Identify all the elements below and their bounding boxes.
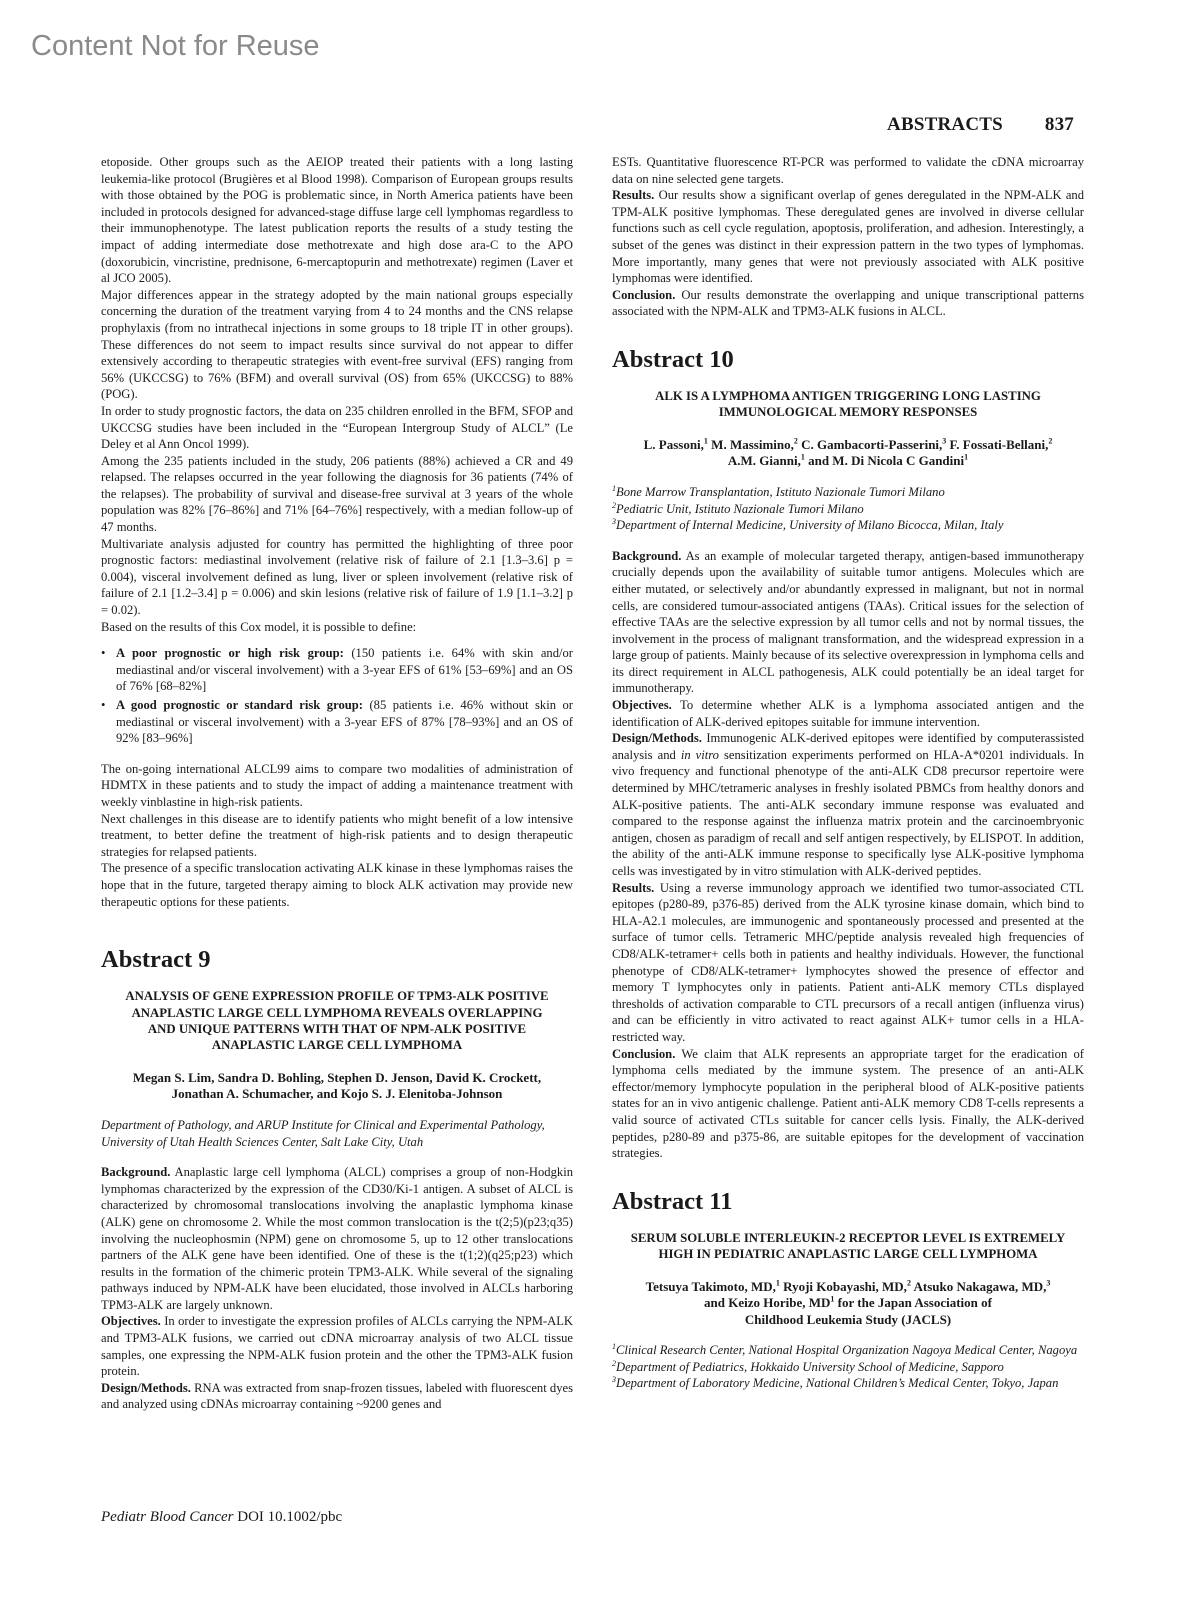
paragraph: Among the 235 patients included in the study, 206 patients (88%) achieved a CR and 49 relapsed. The relapses occurred in the year following the diagnosis for 36 patients (74% of the relapses). The probability of survival and disease-free survival at 3 years of the whole population was 82% [76–86%] and 71% [64–76%] respectively, with a median follow-up of 47 months. <box>101 453 573 535</box>
abstract-title: SERUM SOLUBLE INTERLEUKIN-2 RECEPTOR LEVEL IS EXTREMELY HIGH IN PEDIATRIC ANAPLASTIC LARGE CELL LYMPHOMA <box>630 1230 1066 1262</box>
section-label: Background. <box>101 1165 171 1180</box>
abstract-heading: Abstract 9 <box>101 946 211 974</box>
affiliation: $^2$Pediatric Unit, Istituto Nazionale Tumori Milano <box>612 500 864 516</box>
abstract-results <box>612 187 1084 287</box>
section-label: Conclusion. <box>612 287 676 302</box>
abstract-title: ALK IS A LYMPHOMA ANTIGEN TRIGGERING LONG LASTING IMMUNOLOGICAL MEMORY RESPONSES <box>655 388 1041 420</box>
list-item <box>101 697 573 747</box>
abstract-affiliations <box>612 1342 1084 1392</box>
running-head <box>887 114 1074 136</box>
section-text: Our results demonstrate the overlapping and unique transcriptional patterns associated with the NPM-ALK and TPM3-ALK fusions in ALCL. <box>612 287 1084 319</box>
affiliation: $^1$Bone Marrow Transplantation, Istituto Nazionale Tumori Milano <box>612 483 945 499</box>
abstract-conclusion <box>612 287 1084 320</box>
section-label: Background. <box>612 548 682 563</box>
abstract-affiliations <box>612 484 1084 534</box>
left-column <box>101 154 573 1413</box>
abstract-authors: Megan S. Lim, Sandra D. Bohling, Stephen D. Jenson, David K. Crockett, Jonathan A. Schumacher, and Kojo S. J. Elenitoba-Johnson <box>132 1069 542 1102</box>
section-text: RNA was extracted from snap-frozen tissues, labeled with fluorescent dyes and analyzed using cDNAs microarray containing ~9200 genes and <box>101 1380 573 1412</box>
abstract-title: ANALYSIS OF GENE EXPRESSION PROFILE OF TPM3-ALK POSITIVE ANAPLASTIC LARGE CELL LYMPHOMA REVEALS OVERLAPPING AND UNIQUE PATTERNS WITH THAT OF NPM-ALK POSITIVE ANAPLASTIC LARGE CELL LYMPHOMA <box>125 989 549 1053</box>
paragraph: The on-going international ALCL99 aims to compare two modalities of administration of HDMTX in these patients and to study the impact of adding a maintenance treatment with weekly vinblastine in high-risk patients. <box>101 761 573 809</box>
paragraph: The presence of a specific translocation activating ALK kinase in these lymphomas raises the hope that in the future, targeted therapy aiming to block ALK activation may provide new therapeutic options for these patients. <box>101 861 573 909</box>
section-text: As an example of molecular targeted therapy, antigen-based immunotherapy crucially depends upon the availability of suitable tumor antigens. Molecules which are either mutated, or selectively and/or abundantly expressed in malignant, but not in normal cells, are considered tumour-associated antigens (TAAs). Critical issues for the selection of effective TAAs are the selective expression by all tumor cells and not by normal tissues, the involvement in the process of malignant transformation, and the widespread expression in a large group of patients. Mainly because of its selective overexpression in lymphoma cells and its direct requirement in ALCL pathogenesis, ALK could potentially be an ideal target for immunotherapy. <box>612 548 1084 696</box>
risk-group-list <box>101 645 573 747</box>
abstract-methods <box>101 1380 573 1413</box>
paragraph: ESTs. Quantitative fluorescence RT-PCR was performed to validate the cDNA microarray data on nine selected gene targets. <box>612 155 1084 186</box>
abstract-results <box>612 880 1084 1046</box>
paragraph: etoposide. Other groups such as the AEIOP treated their patients with a long lasting leukemia-like protocol (Brugières et al Blood 1998). Comparison of European groups results with those obtained by the POG is problematic since, in North America patients have been included in protocols designed for advanced-stage diffuse large cell lymphomas regardless to their immunophenotype. The latest publication reports the results of a study testing the impact of adding intermediate dose methotrexate and high dose ara-C to the APO (doxorubicin, vincristine, prednisone, 6-mercaptopurin and methotrexate) regimen (Laver et al JCO 2005). <box>101 155 573 286</box>
section-text: In order to investigate the expression profiles of ALCLs carrying the NPM-ALK and TPM3-ALK fusions, we carried out cDNA microarray analysis of two ALCL tissue samples, one expressing the NPM-ALK fusion protein and the other the TPM3-ALK fusion protein. <box>101 1314 573 1379</box>
section-label: Results. <box>612 880 655 895</box>
bullet-text: (85 patients i.e. 46% without skin or mediastinal or visceral involvement) with a 3-year EFS of 87% [78–93%] and an OS of 92% [83–96%] <box>116 698 574 746</box>
affiliation: $^3$Department of Internal Medicine, University of Milano Bicocca, Milan, Italy <box>612 516 1004 533</box>
paragraph: Next challenges in this disease are to identify patients who might benefit of a low intensive treatment, to better define the treatment of high-risk patients and to design therapeutic strategies for relapsed patients. <box>101 811 573 859</box>
page-number: 837 <box>1044 114 1074 135</box>
section-text: To determine whether ALK is a lymphoma associated antigen and the identification of ALK-derived epitopes suitable for immune intervention. <box>612 698 1084 729</box>
abstract-methods: Design/Methods. Immunogenic ALK-derived epitopes were identified by computerassisted analysis and in vitro sensitization experiments performed on HLA-A*0201 individuals. In vivo frequency and functional phenotype of the anti-ALK CD8 precursor repertoire were determined by MHC/tetrameric analyses in freshly isolated PBMCs from healthy donors and ALK-positive patients. The anti-ALK secondary immune response was evaluated and compared to the response against the influenza matrix protein and the carcinoembryonic antigen, chosen as paradigm of recall and self antigen respectively, by ELISPOT. In addition, the ability of the anti-ALK immune response to specifically lyse ALK-positive lymphoma cells was investigated by in vitro stimulation with ALK-derived peptides. <box>612 731 1085 878</box>
bullet-text: (150 patients i.e. 64% with skin and/or mediastinal and/or visceral involvement) with a 3-year EFS of 61% [53–69%] and an OS of 76% [68–82%] <box>116 646 574 694</box>
abstract-heading: Abstract 11 <box>612 1187 733 1215</box>
section-label: Results. <box>612 188 655 203</box>
abstract-objectives <box>101 1313 573 1379</box>
section-label: Design/Methods. <box>101 1380 191 1395</box>
abstract-affiliation: Department of Pathology, and ARUP Institute for Clinical and Experimental Pathology, University of Utah Health Sciences Center, Salt Lake City, Utah <box>101 1117 545 1149</box>
section-text: Our results show a significant overlap of genes deregulated in the NPM-ALK and TPM-ALK positive lymphomas. These deregulated genes are involved in diverse cellular functions such as cell cycle regulation, apoptosis, proliferation, and adhesion. Interestingly, a subset of the genes was distinct in their expression pattern in the two types of lymphomas. More importantly, many genes that were not previously associated with ALK positive lymphomas were identified. <box>612 188 1084 286</box>
abstract-conclusion <box>612 1046 1084 1162</box>
section-text: Using a reverse immunology approach we identified two tumor-associated CTL epitopes (p280-89, p376-85) derived from the ALK tyrosine kinase domain, which bind to HLA-A2.1 molecules, are immunogenic and spontaneously processed and presented at the surface of tumor cells. Tetrameric MHC/peptide analysis revealed high frequencies of CD8/ALK-tetramer+ cells both in patients and healthy individuals. However, the functional phenotype of CD8/ALK-tetramer+ lymphocytes showed the presence of effector and memory T lymphocytes only in patients. Patient anti-ALK memory CTLs displayed thresholds of activation comparable to CTL precursors of a recall antigen (influenza virus) and can be efficiently in vitro activated to react against ALK+ tumor cells in a HLA-restricted way. <box>612 880 1084 1044</box>
abstract-authors: Tetsuya Takimoto, MD,$^1$ Ryoji Kobayashi, MD,$^2$ Atsuko Nakagawa, MD,$^3$ and Keizo Horibe, $MD^1$ for the Japan Association of Childhood Leukemia Study (JACLS) <box>645 1278 1051 1327</box>
paragraph: In order to study prognostic factors, the data on 235 children enrolled in the BFM, SFOP and UKCCSG studies have been included in the “European Intergroup Study of ALCL” (Le Deley et al Ann Oncol 1999). <box>101 403 573 452</box>
affiliation: $^1$Clinical Research Center, National Hospital Organization Nagoya Medical Center, Nagoya <box>612 1342 1078 1358</box>
section-label: Objectives. <box>612 698 672 713</box>
paragraph: Based on the results of this Cox model, it is possible to define: <box>101 619 417 634</box>
section-label: Conclusion. <box>612 1046 676 1061</box>
abstract-background <box>612 548 1084 697</box>
journal-name: Pediatr Blood Cancer <box>101 1509 234 1525</box>
abstract-authors: L. Passoni,$^1$ M. Massimino,$^2$ C. Gambacorti-Passerini,$^3$ F. Fossati-Bellani,$^2$ A.M. Gianni,$^1$ and M. Di Nicola C Gandini$^1$ <box>643 436 1053 469</box>
abstract-background <box>101 1164 573 1313</box>
section-label: Objectives. <box>101 1314 161 1329</box>
paragraph: Multivariate analysis adjusted for country has permitted the highlighting of three poor prognostic factors: mediastinal involvement (relative risk of failure of 2.1 [1.3–3.6] p = 0.004), visceral involvement defined as lung, liver or spleen involvement (relative risk of failure of 2.1 [1.2–3.4] p = 0.006) and skin lesions (relative risk of failure of 1.9 [1.1–3.2] p = 0.02). <box>101 536 573 618</box>
abstract-objectives <box>612 697 1084 730</box>
section-text: We claim that ALK represents an appropriate target for the eradication of lymphoma cells mediated by the immune system. The presence of an anti-ALK effector/memory lymphocyte population in the peripheral blood of ALK-positive patients states for an in vivo antigenic challenge. Patient anti-ALK memory CD8 T-cells represents a valid source of activated CTLs suitable for cancer cells lysis. Finally, the ALK-derived peptides, p280-89 and p375-86, are suitable epitopes for the development of vaccination strategies. <box>612 1046 1084 1161</box>
paragraph: Major differences appear in the strategy adopted by the main national groups especially concerning the duration of the treatment varying from 4 to 24 months and the CNS relapse prophylaxis (from no intrathecal injections in some groups to 18 triple IT in other groups). These differences do not seem to impact results since survival do not appear to differ extensively according to therapeutic strategies with event-free survival (EFS) ranging from 56% (UKCCSG) to 76% (BFM) and overall survival (OS) from 65% (UKCCSG) to 88% (POG). <box>101 287 573 402</box>
section-label: Design/Methods. <box>612 731 702 746</box>
right-column <box>612 154 1084 1392</box>
section-text: Anaplastic large cell lymphoma (ALCL) comprises a group of non-Hodgkin lymphomas characterized by the expression of the CD30/Ki-1 antigen. A subset of ALCL is characterized by chromosomal translocations involving the anaplastic lymphoma kinase (ALK) gene on chromosome 2. While the most common translocation is the t(2;5)(p23;q35) involving the nucleophosmin (NPM) gene on chromosome 5, up to 12 other translocations partners of the ALK gene have been identified. One of these is the t(1;2)(q25;p23) which results in the formation of the chimeric protein TPM3-ALK. While several of the signaling pathways induced by NPM-ALK have been elucidated, those involved in ALCLs harboring TPM3-ALK are largely unknown. <box>101 1165 573 1312</box>
list-item <box>101 645 573 695</box>
affiliation: $^2$Department of Pediatrics, Hokkaido University School of Medicine, Sapporo <box>612 1358 1004 1374</box>
doi: DOI 10.1002/pbc <box>233 1509 343 1525</box>
abstract-heading: Abstract 10 <box>612 345 734 373</box>
section-title: ABSTRACTS <box>887 114 1003 135</box>
affiliation: $^3$Department of Laboratory Medicine, National Children’s Medical Center, Tokyo, Japan <box>612 1375 1059 1391</box>
bullet-label: A good prognostic or standard risk group: <box>116 698 363 712</box>
watermark: Content Not for Reuse <box>31 30 320 62</box>
page-footer <box>101 1509 342 1526</box>
bullet-label: A poor prognostic or high risk group: <box>116 646 344 661</box>
